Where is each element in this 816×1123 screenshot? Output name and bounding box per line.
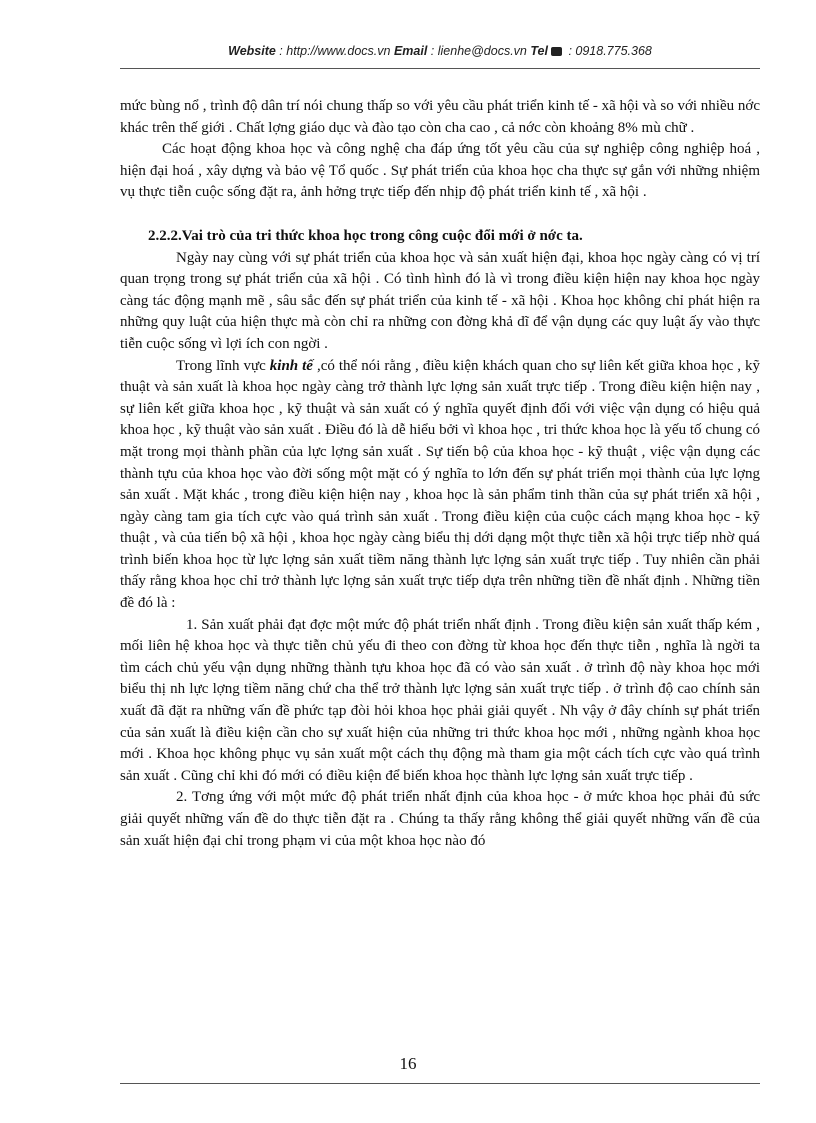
page-header (120, 44, 760, 58)
tel-value: 0918.775.368 (575, 44, 652, 58)
tel-label: Tel (530, 44, 548, 58)
paragraph-5: 1. Sản xuất phải đạt đợc một mức độ phát triển nhất định . Trong điều kiện sản xuất thấp kém , mối liên hệ khoa học và thực tiễn chủ yếu đi theo con đờng từ khoa học đến thực tiễn , nghĩa là ngời ta tìm cách chủ yếu vận dụng những thành tựu khoa học đã có vào sản xuất . ở trình độ này khoa học mới biểu thị nh lực lợng tiềm năng chứ cha thể trở thành lực lợng sản xuất trực tiếp . ở trình độ cao chính sản xuất đã đặt ra những vấn đề phức tạp đòi hỏi khoa học phải giải quyết . Nh vậy ở đây chính sự phát triển của sản xuất là điều kiện cần cho sự xuất hiện của những tri thức khoa học mới , những ngành khoa học mới . Khoa học không phục vụ sản xuất một cách thụ động mà tham gia một cách tích cực vào quá trình sản xuất . Cũng chỉ khi đó mới có điều kiện để biến khoa học thành lực lợng sản xuất trực tiếp . (120, 616, 760, 784)
document-body (120, 96, 760, 852)
website-url[interactable]: http://www.docs.vn (286, 44, 391, 58)
header-divider (120, 68, 760, 69)
paragraph-1: mức bùng nổ , trình độ dân trí nói chung thấp so với yêu cầu phát triển kinh tế - xã hội và so với nhiều nớc khác trên thế giới . Chất lợng giáo dục và đào tạo còn cha cao , cả nớc còn khoảng 8% mù chữ . (120, 98, 760, 136)
page-number: 16 (399, 1054, 417, 1073)
website-sep: : (275, 44, 287, 58)
section-heading: 2.2.2.Vai trò của tri thức khoa học trong công cuộc đổi mới ở nớc ta. (148, 227, 583, 244)
footer-divider (120, 1083, 760, 1084)
paragraph-6: 2. Tơng ứng với một mức độ phát triển nhất định của khoa học - ở mức khoa học phải đủ sức giải quyết những vấn đề do thực tiễn đặt ra . Chúng ta thấy rằng không thể giải quyết những vấn đề của sản xuất hiện đại chỉ trong phạm vi của một khoa học nào đó (120, 789, 760, 849)
phone-icon (551, 47, 562, 56)
tel-sep: : (564, 44, 576, 58)
email-label: Email (393, 44, 428, 58)
paragraph-4-emphasis: kinh tế (269, 357, 313, 374)
website-label: Website (228, 44, 276, 58)
paragraph-2: Các hoạt động khoa học và công nghệ cha đáp ứng tốt yêu cầu của sự nghiệp công nghiệp hoá , hiện đại hoá , xây dựng và bảo vệ Tổ quốc . Sự phát triển của khoa học cha thực sự gắn với những nhiệm vụ thực tiễn cuộc sống đặt ra, ảnh hởng trực tiếp đến nhịp độ phát triển kinh tế , xã hội . (120, 141, 760, 201)
paragraph-4-rest: ,có thể nói rằng , điều kiện khách quan cho sự liên kết giữa khoa học , kỹ thuật và sản xuất là khoa học ngày càng trở thành lực lợng sản xuất trực tiếp . Trong điều kiện hiện nay , sự liên kết giữa khoa học , kỹ thuật và sản xuất có ý nghĩa quyết định đối với việc vận dụng có hiệu quả khoa học , kỹ thuật vào sản xuất . Điều đó là dễ hiểu bởi vì khoa học , tri thức khoa học là yếu tố chung có mặt trong mọi thành phần của lực lợng sản xuất . Sự tiến bộ của khoa học - kỹ thuật , việc vận dụng các thành tựu của khoa học vào đời sống một mặt có ý nghĩa to lớn đến sự phát triển mọi thành của lực lợng sản xuất . Mặt khác , trong điều kiện hiện nay , khoa học là sản phẩm tinh thần của sự phát triển xã hội , ngày càng tam gia tích cực vào quá trình sản xuất . Trong điều kiện của cuộc cách mạng khoa học - kỹ thuật , và của tiến bộ xã hội , khoa học ngày càng biểu thị dới dạng một thực tiễn xã hội trực tiếp nhờ quá trình biến khoa học từ lực lợng sản xuất tiềm năng thành lực lợng sản xuất trực tiếp . Tuy nhiên cần phải thấy rằng khoa học chỉ trở thành lực lợng sản xuất trực tiếp dựa trên những tiền đề nhất định . Những tiền đề đó là : (120, 357, 760, 612)
paragraph-4-lead: Trong lĩnh vực (176, 357, 270, 374)
email-sep: : (427, 44, 438, 58)
paragraph-4 (120, 356, 760, 615)
email-value[interactable]: lienhe@docs.vn (437, 44, 527, 58)
paragraph-3: Ngày nay cùng với sự phát triển của khoa học và sản xuất hiện đại, khoa học ngày càng có vị trí quan trọng trong sự phát triển của xã hội . Có tình hình đó là vì trong điều kiện hiện nay khoa học ngày càng tác động mạnh mẽ , sâu sắc đến sự phát triển của kinh tế - xã hội . Khoa học không chỉ phát hiện ra những quy luật của hiện thực mà còn chỉ ra những con đờng khả dĩ để vận dụng các quy luật ấy vào thực tiễn cuộc sống vì lợi ích con ngời . (120, 249, 760, 352)
